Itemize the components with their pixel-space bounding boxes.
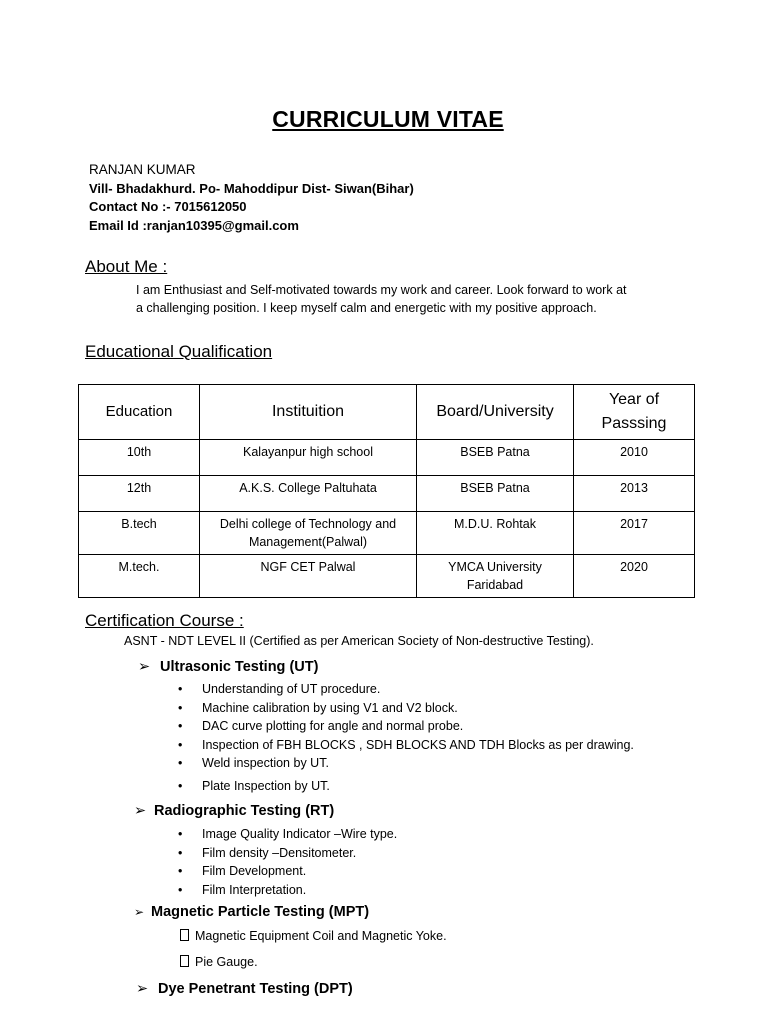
mpt-item bbox=[180, 955, 258, 969]
header-institution: Instituition bbox=[200, 385, 417, 440]
list-item-text: Film Development. bbox=[202, 864, 307, 878]
bullet-icon: • bbox=[178, 719, 183, 733]
table-header-row bbox=[79, 385, 695, 440]
list-item-text: Image Quality Indicator –Wire type. bbox=[202, 827, 398, 841]
list-item bbox=[0, 825, 397, 844]
dpt-heading bbox=[136, 981, 353, 997]
cell-education: M.tech. bbox=[79, 555, 200, 598]
header-education: Education bbox=[79, 385, 200, 440]
list-item bbox=[0, 717, 634, 736]
rt-title: Radiographic Testing (RT) bbox=[154, 803, 335, 819]
contact-block bbox=[89, 161, 414, 235]
table-row bbox=[79, 476, 695, 512]
arrow-bullet-icon: ➢ bbox=[134, 905, 145, 919]
list-item bbox=[0, 699, 634, 718]
bullet-icon: • bbox=[178, 864, 183, 878]
table-row bbox=[79, 555, 695, 598]
bullet-icon: • bbox=[178, 845, 183, 860]
education-heading: Educational Qualification bbox=[85, 342, 273, 361]
list-item bbox=[0, 736, 634, 755]
about-heading: About Me : bbox=[85, 257, 168, 276]
cell-education: 12th bbox=[79, 476, 200, 512]
mpt-item-text: Magnetic Equipment Coil and Magnetic Yoke. bbox=[195, 929, 447, 943]
list-item-text: Understanding of UT procedure. bbox=[202, 682, 381, 696]
cell-institution: NGF CET Palwal bbox=[200, 555, 417, 598]
cell-education: 10th bbox=[79, 440, 200, 476]
bullet-icon: • bbox=[178, 827, 183, 841]
list-item bbox=[0, 881, 397, 900]
ut-heading bbox=[138, 659, 318, 675]
list-item bbox=[0, 862, 397, 881]
certification-intro: ASNT - NDT LEVEL II (Certified as per American Society of Non-destructive Testing). bbox=[124, 634, 594, 648]
email-line: Email Id :ranjan10395@gmail.com bbox=[89, 217, 299, 233]
list-item-text: Film Interpretation. bbox=[202, 882, 307, 897]
arrow-bullet-icon: ➢ bbox=[136, 981, 149, 997]
phone-line: Contact No :- 7015612050 bbox=[89, 199, 247, 214]
cell-board: BSEB Patna bbox=[417, 440, 574, 476]
cell-year: 2013 bbox=[574, 476, 695, 512]
page-title: CURRICULUM VITAE bbox=[272, 106, 504, 132]
cell-year: 2010 bbox=[574, 440, 695, 476]
bullet-icon: • bbox=[178, 682, 183, 696]
about-line-1: I am Enthusiast and Self-motivated towards my work and career. Look forward to work at bbox=[136, 283, 627, 297]
dpt-title: Dye Penetrant Testing (DPT) bbox=[158, 981, 353, 997]
cell-board: YMCA University Faridabad bbox=[417, 555, 574, 598]
mpt-item-text: Pie Gauge. bbox=[195, 955, 258, 969]
rt-heading bbox=[134, 803, 334, 819]
bullet-icon: • bbox=[178, 756, 183, 770]
cell-year: 2020 bbox=[574, 555, 695, 598]
about-line-2: a challenging position. I keep myself calm and energetic with my positive approach. bbox=[136, 301, 597, 315]
header-year: Year of Passsing bbox=[574, 385, 695, 440]
ut-list bbox=[0, 680, 634, 795]
ut-title: Ultrasonic Testing (UT) bbox=[160, 659, 319, 675]
cell-institution: Kalayanpur high school bbox=[200, 440, 417, 476]
table-row bbox=[79, 440, 695, 476]
address-line: Vill- Bhadakhurd. Po- Mahoddipur Dist- Siwan(Bihar) bbox=[89, 180, 414, 196]
bullet-icon: • bbox=[178, 882, 183, 897]
cell-year: 2017 bbox=[574, 512, 695, 555]
cell-board: M.D.U. Rohtak bbox=[417, 512, 574, 555]
cell-education: B.tech bbox=[79, 512, 200, 555]
list-item-text: Machine calibration by using V1 and V2 block. bbox=[202, 700, 458, 715]
list-item bbox=[0, 844, 397, 863]
arrow-bullet-icon: ➢ bbox=[138, 659, 151, 675]
cell-institution: Delhi college of Technology and Management(Palwal) bbox=[200, 512, 417, 555]
education-table bbox=[78, 384, 695, 598]
list-item bbox=[0, 754, 634, 773]
mpt-title: Magnetic Particle Testing (MPT) bbox=[151, 904, 370, 920]
arrow-bullet-icon: ➢ bbox=[134, 803, 147, 819]
list-item bbox=[0, 777, 634, 796]
bullet-icon: • bbox=[178, 778, 183, 793]
list-item-text: Weld inspection by UT. bbox=[202, 756, 329, 770]
bullet-icon: • bbox=[178, 700, 183, 715]
list-item-text: Film density –Densitometer. bbox=[202, 845, 357, 860]
list-item-text: Plate Inspection by UT. bbox=[202, 778, 330, 793]
cell-board: BSEB Patna bbox=[417, 476, 574, 512]
rt-list bbox=[0, 825, 397, 899]
checkbox-glyph-icon bbox=[180, 955, 189, 967]
cell-institution: A.K.S. College Paltuhata bbox=[200, 476, 417, 512]
mpt-heading bbox=[134, 904, 369, 920]
checkbox-glyph-icon bbox=[180, 929, 189, 941]
mpt-item bbox=[180, 929, 447, 943]
header-board: Board/University bbox=[417, 385, 574, 440]
list-item bbox=[0, 680, 634, 699]
table-row bbox=[79, 512, 695, 555]
candidate-name: RANJAN KUMAR bbox=[89, 162, 196, 177]
bullet-icon: • bbox=[178, 737, 183, 752]
list-item-text: DAC curve plotting for angle and normal probe. bbox=[202, 719, 464, 733]
certification-heading: Certification Course : bbox=[85, 611, 244, 630]
list-item-text: Inspection of FBH BLOCKS , SDH BLOCKS AND TDH Blocks as per drawing. bbox=[202, 737, 634, 752]
about-text bbox=[136, 281, 696, 317]
